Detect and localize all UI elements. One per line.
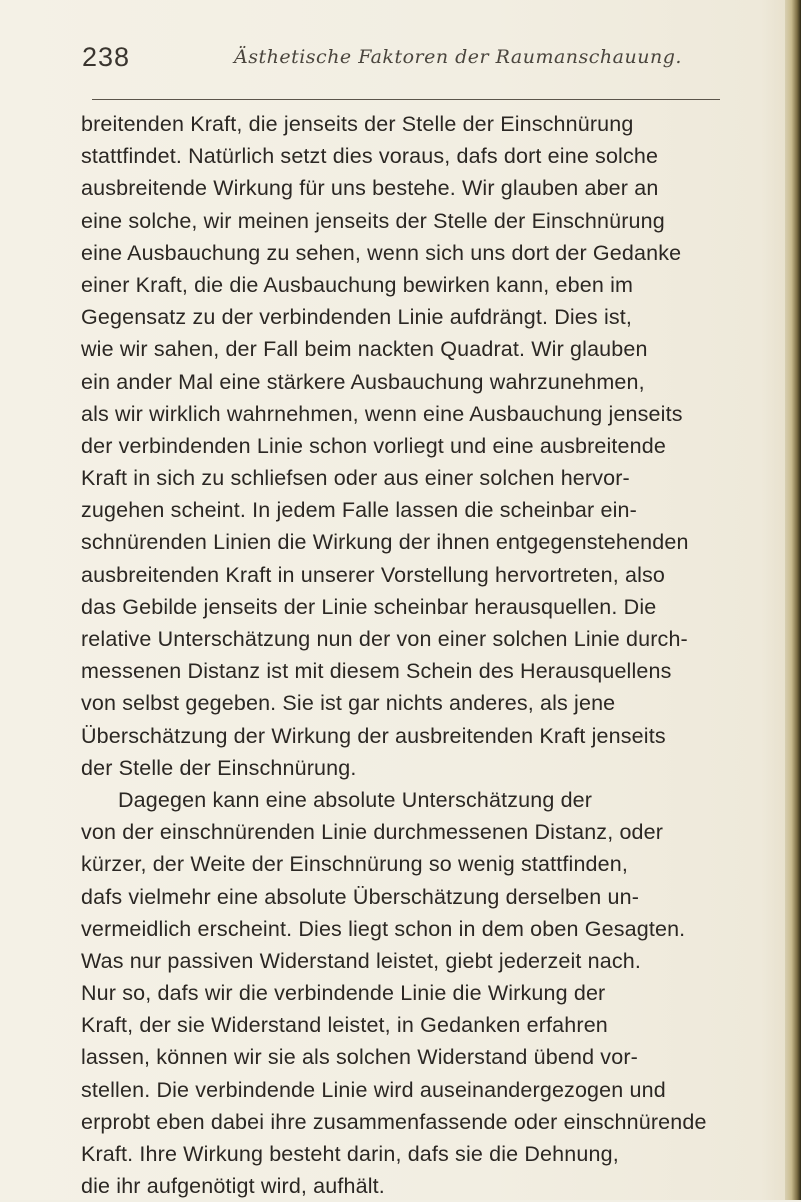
text-line: erprobt eben dabei ihre zusammenfassende oder einschnürende [81, 1109, 707, 1134]
text-line: breitenden Kraft, die jenseits der Stelle der Einschnürung [81, 112, 634, 136]
text-line: relative Unterschätzung nun der von einer solchen Linie durch- [81, 627, 688, 651]
text-line: vermeidlich erscheint. Dies liegt schon in dem oben Gesagten. [81, 916, 686, 941]
text-line: wie wir sahen, der Fall beim nackten Quadrat. Wir glauben [81, 337, 648, 362]
text-line: der Stelle der Einschnürung. [81, 755, 357, 780]
text-line: ausbreitenden Kraft in unserer Vorstellung hervortreten, also [81, 562, 666, 587]
text-line: das Gebilde jenseits der Linie scheinbar herausquellen. Die [81, 594, 657, 619]
text-line: schnürenden Linien die Wirkung der ihnen entgegenstehenden [81, 530, 689, 555]
text-line: einer Kraft, die die Ausbauchung bewirken kann, eben im [81, 272, 634, 297]
text-line: zugehen scheint. In jedem Falle lassen die scheinbar ein- [81, 498, 637, 523]
text-line: dafs vielmehr eine absolute Überschätzung derselben un- [81, 884, 640, 909]
text-line: kürzer, der Weite der Einschnürung so wenig stattfinden, [81, 852, 628, 877]
text-line: Gegensatz zu der verbindenden Linie aufdrängt. Dies ist, [81, 305, 633, 330]
text-line: Kraft in sich zu schliefsen oder aus einer solchen hervor- [81, 466, 630, 491]
text-line: der verbindenden Linie schon vorliegt und eine ausbreitende [81, 433, 666, 458]
text-line: stattfindet. Natürlich setzt dies voraus, dafs dort eine solche [81, 144, 659, 169]
text-line: von selbst gegeben. Sie ist gar nichts anderes, als jene [81, 691, 616, 716]
header-rule [92, 99, 720, 100]
page-edge-shadow [785, 0, 801, 1200]
text-line: von der einschnürenden Linie durchmessenen Distanz, oder [81, 820, 664, 845]
text-line: eine Ausbauchung zu sehen, wenn sich uns dort der Gedanke [81, 240, 682, 265]
running-title: Ästhetische Faktoren der Raumanschauung. [234, 46, 682, 68]
text-line: Dagegen kann eine absolute Unterschätzung der [118, 787, 593, 812]
text-line: stellen. Die verbindende Linie wird auseinandergezogen und [81, 1077, 666, 1102]
text-line: Was nur passiven Widerstand leistet, giebt jederzeit nach. [81, 948, 642, 973]
text-line: eine solche, wir meinen jenseits der Stelle der Einschnürung [81, 208, 665, 233]
text-line: als wir wirklich wahrnehmen, wenn eine Ausbauchung jenseits [81, 401, 683, 426]
text-line: Nur so, dafs wir die verbindende Linie die Wirkung der [81, 981, 606, 1006]
body-text [81, 108, 741, 1202]
text-line: messenen Distanz ist mit diesem Schein des Herausquellens [81, 659, 672, 684]
text-line: die ihr aufgenötigt wird, aufhält. [81, 1174, 385, 1199]
page-number: 238 [82, 42, 131, 72]
text-line: ein ander Mal eine stärkere Ausbauchung wahrzunehmen, [81, 369, 645, 394]
text-line: Kraft. Ihre Wirkung besteht darin, dafs sie die Dehnung, [81, 1142, 619, 1166]
page-header [82, 40, 722, 80]
text-line: ausbreitende Wirkung für uns bestehe. Wir glauben aber an [81, 176, 659, 201]
text-line: Kraft, der sie Widerstand leistet, in Gedanken erfahren [81, 1013, 608, 1038]
text-line: lassen, können wir sie als solchen Widerstand übend vor- [81, 1045, 638, 1070]
text-line: Überschätzung der Wirkung der ausbreitenden Kraft jenseits [81, 723, 666, 748]
